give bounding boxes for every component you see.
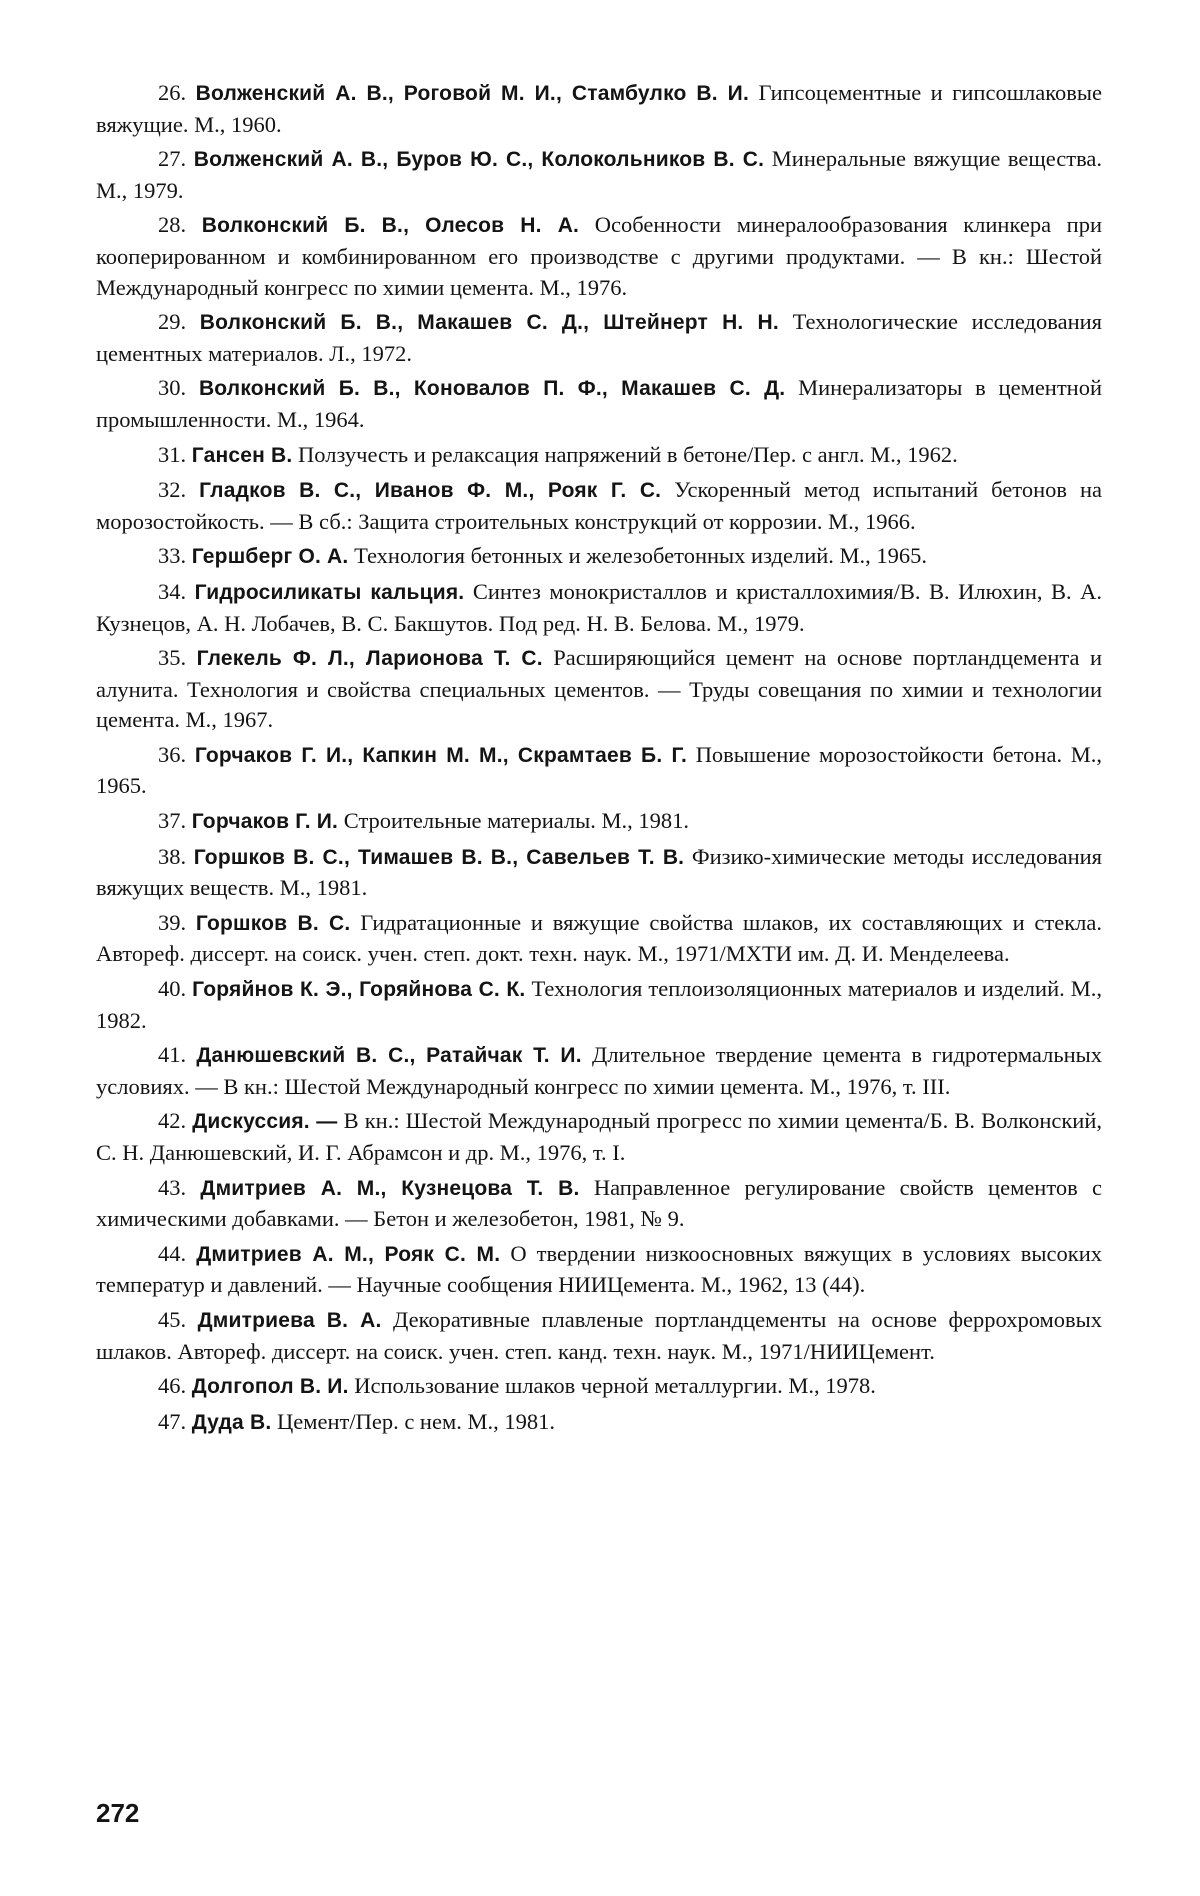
reference-number: 40.	[158, 976, 187, 1002]
reference-text: Повышение морозостойкости бетона. М., 1965.	[96, 741, 1103, 799]
reference-number: 45.	[158, 1306, 187, 1332]
reference-entry	[96, 842, 1102, 904]
reference-number: 32.	[158, 477, 187, 503]
reference-entry	[96, 541, 1102, 573]
reference-number: 33.	[158, 543, 187, 569]
reference-text: Физико-химические методы исследования вяжущих веществ. М., 1981.	[96, 843, 1102, 901]
reference-text: Длительное твердение цемента в гидротермальных условиях. — В кн.: Шестой Международный конгресс по химии цемента. М., 1976, т. III.	[96, 1042, 1102, 1099]
reference-number: 27.	[158, 146, 187, 172]
reference-entry	[96, 144, 1102, 206]
reference-text: Цемент/Пер. с нем. М., 1981.	[277, 1408, 555, 1434]
reference-text: Технологические исследования цементных материалов. Л., 1972.	[96, 309, 1102, 366]
reference-number: 31.	[158, 441, 187, 467]
reference-text: Направленное регулирование свойств цементов с химическими добавками. — Бетон и железобетон, 1981, № 9.	[96, 1174, 1103, 1232]
reference-entry	[96, 806, 1102, 838]
reference-entry	[96, 1106, 1102, 1168]
reference-number: 38.	[158, 843, 187, 869]
reference-entry	[96, 577, 1102, 639]
reference-authors: Гидросиликаты кальция.	[194, 580, 465, 604]
reference-number: 43.	[158, 1174, 187, 1200]
reference-entry	[96, 643, 1102, 736]
page-number: 272	[96, 1798, 140, 1828]
reference-number: 47.	[158, 1408, 187, 1434]
reference-entry	[96, 307, 1102, 369]
reference-authors: Горшков В. С., Тимашев В. В., Савельев Т. В.	[193, 845, 685, 869]
reference-number: 44.	[158, 1240, 187, 1266]
reference-text: Технология теплоизоляционных материалов и изделий. М., 1982.	[96, 976, 1103, 1033]
reference-entry	[96, 78, 1102, 140]
reference-entry	[96, 1305, 1102, 1367]
reference-authors: Волконский Б. В., Коновалов П. Ф., Макашев С. Д.	[198, 377, 786, 401]
reference-authors: Волженский А. В., Буров Ю. С., Колокольников В. С.	[193, 148, 765, 172]
reference-authors: Данюшевский В. С., Ратайчак Т. И.	[196, 1044, 582, 1068]
reference-number: 46.	[158, 1373, 187, 1399]
reference-authors: Гладков В. С., Иванов Ф. М., Рояк Г. С.	[199, 479, 662, 503]
reference-authors: Горшков В. С.	[195, 911, 351, 935]
reference-authors: Дуда В.	[191, 1410, 272, 1434]
reference-text: Декоративные плавленые портландцементы на основе феррохромовых шлаков. Автореф. диссерт. на соиск. учен. степ. канд. техн. наук. М., 1971/НИИЦемент.	[96, 1306, 1103, 1364]
reference-text: Технология бетонных и железобетонных изделий. М., 1965.	[354, 543, 928, 569]
reference-entry	[96, 1239, 1102, 1301]
reference-entry	[96, 1371, 1102, 1403]
reference-text: О твердении низкоосновных вяжущих в условиях высоких температур и давлений. — Научные сообщения НИИЦемента. М., 1962, 13 (44).	[96, 1240, 1102, 1298]
reference-authors: Глекель Ф. Л., Ларионова Т. С.	[196, 647, 543, 671]
reference-text: Гидратационные и вяжущие свойства шлаков, их составляющих и стекла. Автореф. диссерт. на соиск. учен. степ. докт. техн. наук. М., 1971/МХТИ им. Д. И. Менделеева.	[96, 909, 1103, 967]
reference-entry	[96, 974, 1102, 1036]
reference-number: 35.	[158, 645, 187, 671]
reference-text: Расширяющийся цемент на основе портландцемента и алунита. Технология и свойства специальных цементов. — Труды совещания по химии и технологии цемента. М., 1967.	[96, 645, 1102, 733]
reference-number: 37.	[158, 808, 187, 834]
reference-authors: Горчаков Г. И.	[191, 810, 339, 834]
reference-number: 39.	[158, 909, 187, 935]
reference-number: 26.	[158, 80, 187, 105]
reference-text: Синтез монокристаллов и кристаллохимия/В. В. Илюхин, В. А. Кузнецов, А. Н. Лобачев, В. С. Бакшутов. Под ред. Н. В. Белова. М., 1979.	[96, 578, 1102, 636]
reference-number: 42.	[158, 1108, 187, 1134]
reference-authors: Волконский Б. В., Олесов Н. А.	[201, 214, 580, 238]
reference-list	[96, 78, 1102, 1442]
reference-authors: Дмитриев А. М., Кузнецова Т. В.	[200, 1176, 580, 1200]
reference-authors: Волконский Б. В., Макашев С. Д., Штейнерт Н. Н.	[199, 311, 779, 335]
reference-number: 28.	[158, 212, 187, 238]
reference-entry	[96, 475, 1102, 537]
reference-number: 30.	[158, 375, 187, 401]
reference-authors: Дмитриева В. А.	[197, 1308, 382, 1332]
reference-text: Минерализаторы в цементной промышленности. М., 1964.	[96, 375, 1103, 432]
reference-entry	[96, 440, 1102, 472]
reference-entry	[96, 740, 1102, 802]
reference-text: Использование шлаков черной металлургии. М., 1978.	[354, 1373, 876, 1399]
reference-text: Ползучесть и релаксация напряжений в бетоне/Пер. с англ. М., 1962.	[298, 441, 958, 467]
reference-entry	[96, 1040, 1102, 1102]
reference-text: Гипсоцементные и гипсошлаковые вяжущие. М., 1960.	[96, 80, 1102, 137]
reference-entry	[96, 1173, 1102, 1235]
reference-text: Ускоренный метод испытаний бетонов на морозостойкость. — В сб.: Защита строительных конструкций от коррозии. М., 1966.	[96, 477, 1103, 534]
reference-entry	[96, 908, 1102, 970]
reference-authors: Долгопол В. И.	[191, 1375, 349, 1399]
reference-number: 34.	[158, 578, 187, 604]
reference-number: 29.	[158, 309, 187, 335]
reference-authors: Гершберг О. А.	[191, 545, 349, 569]
reference-number: 36.	[158, 741, 187, 767]
reference-number: 41.	[158, 1042, 187, 1068]
reference-text: В кн.: Шестой Международный прогресс по химии цемента/Б. В. Волконский, С. Н. Данюшевский, И. Г. Абрамсон и др. М., 1976, т. I.	[96, 1108, 1103, 1165]
reference-authors: Дискуссия. —	[192, 1110, 338, 1134]
reference-entry	[96, 210, 1102, 303]
reference-authors: Гансен В.	[191, 443, 293, 467]
reference-entry	[96, 373, 1102, 435]
reference-text: Строительные материалы. М., 1981.	[343, 808, 690, 834]
reference-entry	[96, 1407, 1102, 1439]
reference-text: Минеральные вяжущие вещества. М., 1979.	[96, 146, 1103, 203]
reference-text: Особенности минералообразования клинкера при кооперированном и комбинированном его производстве с другими продуктами. — В кн.: Шестой Международный конгресс по химии цемента. М., 1976.	[96, 212, 1102, 300]
reference-authors: Дмитриев А. М., Рояк С. М.	[196, 1242, 501, 1266]
reference-authors: Горяйнов К. Э., Горяйнова С. К.	[192, 978, 526, 1002]
reference-authors: Горчаков Г. И., Капкин М. М., Скрамтаев Б. Г.	[194, 743, 687, 767]
reference-authors: Волженский А. В., Роговой М. И., Стамбулко В. И.	[195, 82, 749, 105]
